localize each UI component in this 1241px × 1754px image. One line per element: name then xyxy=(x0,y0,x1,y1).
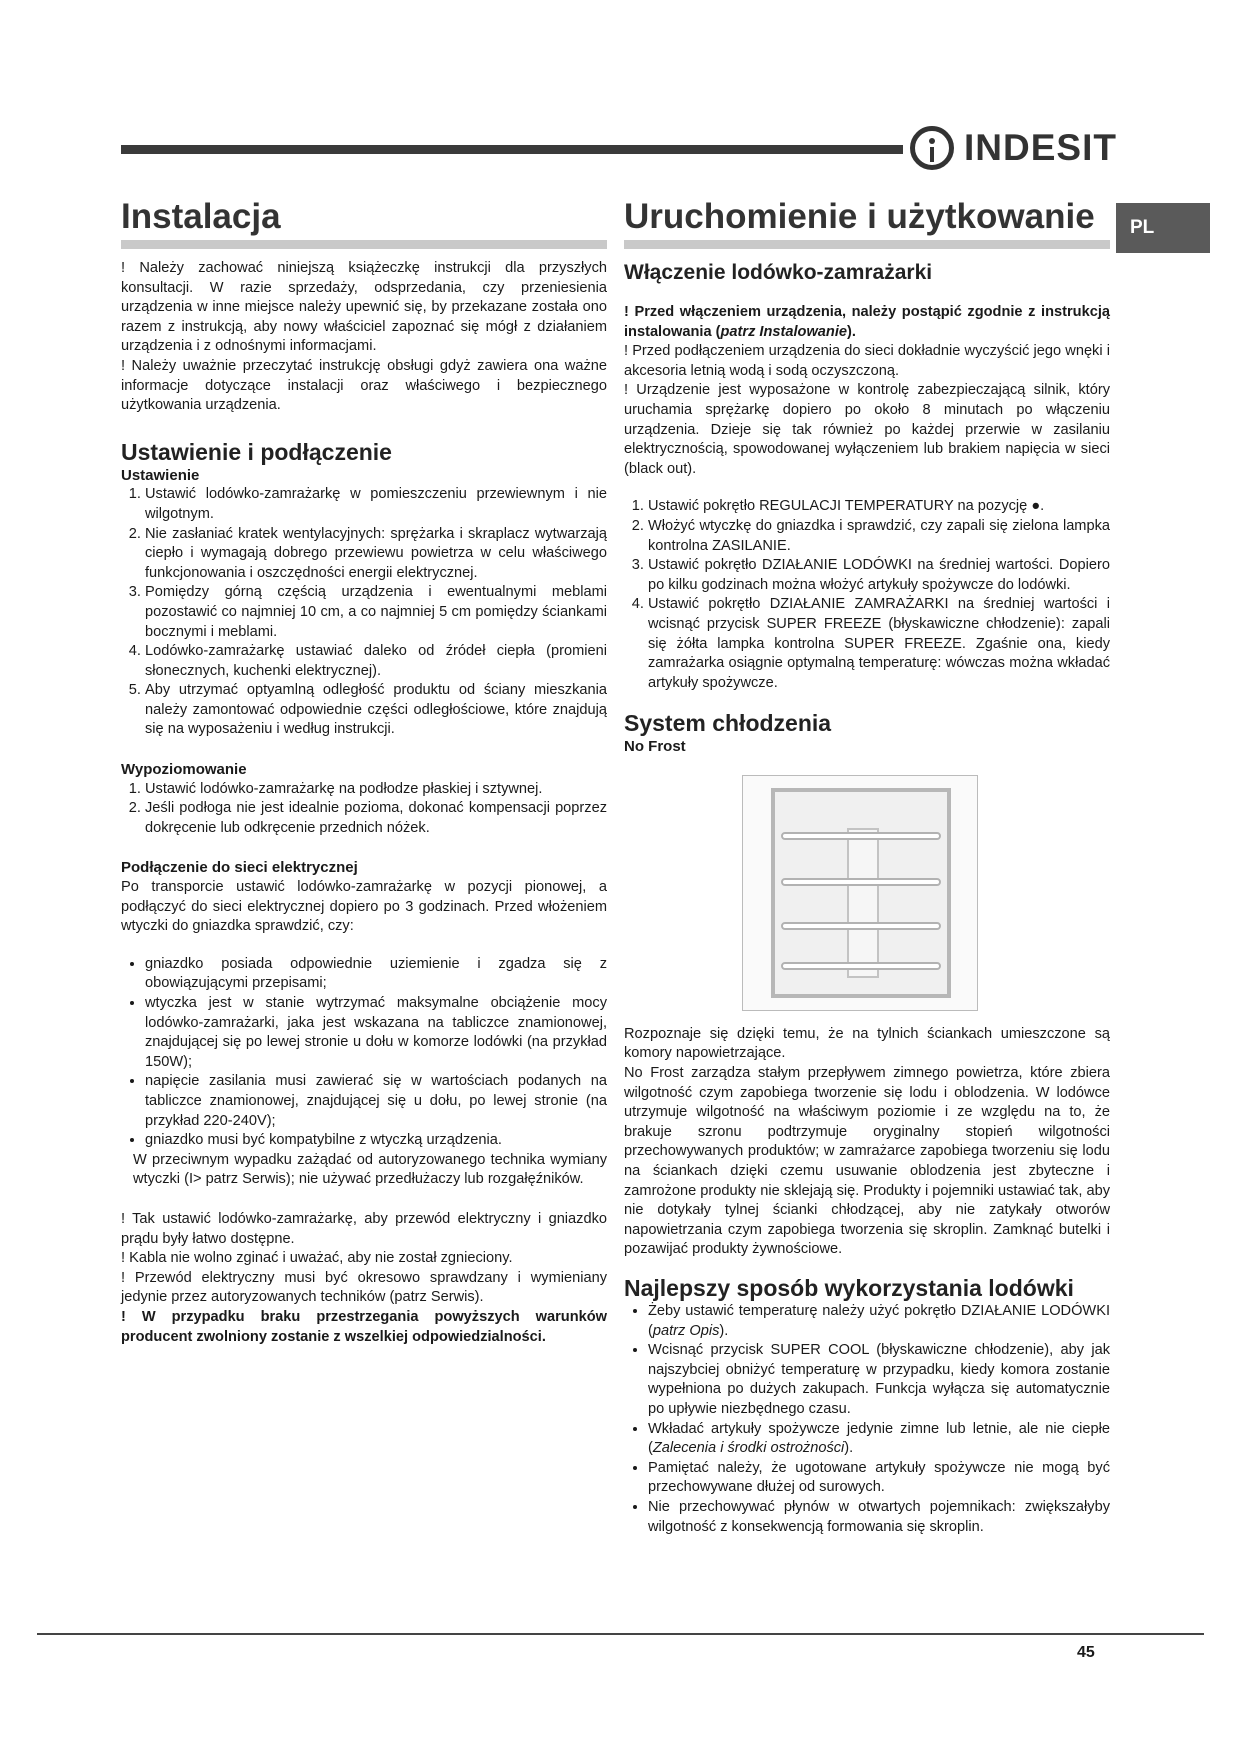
list-item: 2. Nie zasłaniać kratek wentylacyjnych: sprężarka i skraplacz wytwarzają ciepło i wymagają dobrego przewiewu powietrza w celu właściwego funkcjonowania i oszczędności energii elektrycznej. xyxy=(145,525,607,584)
clean-note: ! Przed podłączeniem urządzenia do sieci dokładnie wyczyścić jego wnęki i akcesoria letnią wodą i sodą oczyszczoną. xyxy=(624,343,1110,379)
list-item: • gniazdko posiada odpowiednie uziemienie i zgadza się z obowiązującymi przepisami; xyxy=(145,955,607,994)
best-use-text: Żeby ustawić temperaturę należy użyć pokrętło DZIAŁANIE LODÓWKI ( xyxy=(648,1303,1110,1339)
fridge-shelf xyxy=(781,878,941,886)
air-duct xyxy=(847,828,879,978)
power-heading: Podłączenie do sieci elektrycznej xyxy=(121,859,358,877)
install-warning-link: patrz Instalowanie xyxy=(720,323,848,340)
indesit-logo-icon xyxy=(910,126,954,170)
list-item: 1. Ustawić pokrętło REGULACJI TEMPERATURY na pozycję ●. xyxy=(648,497,1110,517)
best-use-list xyxy=(624,1302,1110,1537)
list-item: 5. Aby utrzymać optyamlną odległość produktu od ściany mieszkania należy zamontować odpowiednie części odległościowe, które znajdują się na wyposażeniu i według instrukcji. xyxy=(145,681,607,740)
startup-title: Uruchomienie i użytkowanie xyxy=(624,196,1110,249)
power-otherwise-note: W przeciwnym wypadku zażądać od autoryzowanego technika wymiany wtyczki (I> patrz Serwis); nie używać przedłużaczy lub rozgałęźników. xyxy=(133,1151,607,1188)
list-item: • Nie przechowywać płynów w otwartych pojemnikach: zwiększałyby wilgotność z konsekwencją formowania się skroplin. xyxy=(648,1498,1110,1537)
header-bar xyxy=(121,145,903,154)
fridge-diagram xyxy=(742,775,978,1011)
list-item xyxy=(648,1420,1110,1459)
intro-paragraph-1: ! Należy zachować niniejszą książeczkę instrukcji dla przyszłych konsultacji. W razie sprzedaży, odsprzedania, czy przeniesienia urządzenia w inne miejsce należy upewnić się, by przekazane została ono razem z instrukcją, aby nowy właściciel zapoznać się mógł z działaniem urządzenia i z odnośnymi informacjami. xyxy=(121,260,607,355)
best-use-ref: Zalecenia i środki ostrożności xyxy=(652,1440,845,1457)
leveling-heading: Wypoziomowanie xyxy=(121,761,247,779)
install-warning xyxy=(624,303,1110,342)
brand-name: INDESIT xyxy=(964,127,1117,168)
list-item: 4. Lodówko-zamrażarkę ustawiać daleko od źródeł ciepła (promieni słonecznych, kuchenki elektrycznej). xyxy=(145,642,607,681)
list-item: 3. Pomiędzy górną częścią urządzenia i ewentualnymi meblami pozostawić co najmniej 10 cm, a co najmniej 5 cm pomiędzy ściankami bocznymi i meblami. xyxy=(145,583,607,642)
list-item: 4. Ustawić pokrętło DZIAŁANIE ZAMRAŻARKI na średniej wartości i wcisnąć przycisk SUPER FREEZE (błyskawiczne chłodzenie): zapali się żółta lampka kontrolna SUPER FREEZE. Zgaśnie ona, kiedy zamrażarka osiągnie optymalną temperaturę: wówczas można wkładać artykuły spożywcze. xyxy=(648,595,1110,693)
fridge-shelf xyxy=(781,922,941,930)
cooling-paragraph-2: No Frost zarządza stałym przepływem zimnego powietrza, które zbiera wilgotność czym zapobiega tworzenie się lodu i oblodzenia. W lodówce utrzymuje wilgotność na właściwym poziomie i ze względu na to, że brakuje szronu podtrzymuje oryginalny stopień wilgotności przechowywanych produktów; w zamrażarce zapobiega tworzeniu się lodu na ściankach dzięki czemu usuwanie oblodzenia jest zbyteczne i zamrożone produkty nie sklejają się. Produkty i pojemniki ustawiać tak, aby nie dotykały tylnej ścianki chłodzącej, aby nie zatykały otworów napowietrzania czym zapobiega tworzenia się skroplin. Zamknąć butelki i pozawijać produkty żywnościowe. xyxy=(624,1065,1110,1258)
list-item xyxy=(648,1302,1110,1341)
list-item: 2. Włożyć wtyczkę do gniazdka i sprawdzić, czy zapali się zielona lampka kontrolna ZASILANIE. xyxy=(648,517,1110,556)
warning-4: ! W przypadku braku przestrzegania powyższych warunków producent zwolniony zostanie z wszelkiej odpowiedzialności. xyxy=(121,1308,607,1345)
warning-1: ! Tak ustawić lodówko-zamrażarkę, aby przewód elektryczny i gniazdko prądu były łatwo dostępne. xyxy=(121,1210,607,1247)
best-use-text: Wkładać artykuły spożywcze jedynie zimne lub letnie, ale nie ciepłe ( xyxy=(648,1420,1110,1457)
list-item: • gniazdko musi być kompatybilne z wtyczką urządzenia. xyxy=(145,1131,607,1151)
best-use-heading: Najlepszy sposób wykorzystania lodówki xyxy=(624,1275,1074,1301)
nofrost-label: No Frost xyxy=(624,738,686,756)
power-checklist xyxy=(121,955,607,1151)
list-item: • wtyczka jest w stanie wytrzymać maksymalne obciążenie mocy lodówko-zamrażarki, jaka jest wskazana na tabliczce znamionowej, znajdującej się po lewej stronie u dołu w komorze lodówki (na przykład 150W); xyxy=(145,994,607,1072)
startup-steps xyxy=(624,497,1110,693)
fridge-shelf xyxy=(781,962,941,970)
best-use-end: ). xyxy=(844,1440,854,1457)
switch-on-heading: Włączenie lodówko-zamrażarki xyxy=(624,261,933,284)
install-warning-end: ). xyxy=(847,323,856,340)
language-tab: PL xyxy=(1116,203,1210,253)
fridge-shelf xyxy=(781,832,941,840)
list-item: 2. Jeśli podłoga nie jest idealnie pozioma, dokonać kompensacji poprzez dokręcenie lub odkręcenie przednich nóżek. xyxy=(145,799,607,838)
list-item: 3. Ustawić pokrętło DZIAŁANIE LODÓWKI na średniej wartości. Dopiero po kilku godzinach można włożyć artykuły spożywcze do lodówki. xyxy=(648,556,1110,595)
install-warning-text: ! Przed włączeniem urządzenia, należy postąpić zgodnie z instrukcją instalowania ( xyxy=(624,304,1110,340)
list-item: • napięcie zasilania musi zawierać się w wartościach podanych na tabliczce znamionowej, znajdującej się u dołu, po lewej stronie (na przykład 220-240V); xyxy=(145,1072,607,1131)
list-item: 1. Ustawić lodówko-zamrażarkę w pomieszczeniu przewiewnym i nie wilgotnym. xyxy=(145,485,607,524)
leveling-list xyxy=(121,780,607,839)
list-item: • Pamiętać należy, że ugotowane artykuły spożywcze nie mogą być przechowywane dłużej od surowych. xyxy=(648,1459,1110,1498)
motor-protection-note: ! Urządzenie jest wyposażone w kontrolę zabezpieczającą silnik, który uruchamia sprężarkę dopiero po około 8 minutach po włączeniu urządzenia. Dzieje się tak również po każdej przerwie w zasilaniu elektrycznością, spowodowanej wyłączeniem lub brakiem napięcia w sieci (black out). xyxy=(624,382,1110,477)
installation-title: Instalacja xyxy=(121,196,607,249)
right-column xyxy=(624,196,1110,1537)
warning-3: ! Przewód elektryczny musi być okresowo sprawdzany i wymieniany jedynie przez autoryzowanych techników (patrz Serwis). xyxy=(121,1269,607,1306)
cooling-heading: System chłodzenia xyxy=(624,710,832,737)
best-use-ref: patrz Opis xyxy=(652,1322,720,1339)
best-use-end: ). xyxy=(719,1322,729,1339)
placement-list xyxy=(121,485,607,740)
setup-heading: Ustawienie i podłączenie xyxy=(121,438,392,465)
list-item: 1. Ustawić lodówko-zamrażarkę na podłodze płaskiej i sztywnej. xyxy=(145,780,607,800)
placement-heading: Ustawienie xyxy=(121,466,200,484)
intro-paragraph-2: ! Należy uważnie przeczytać instrukcję obsługi gdyż zawiera ona ważne informacje dotyczące instalacji oraz właściwego i bezpiecznego użytkowania urządzenia. xyxy=(121,357,607,414)
brand-logo xyxy=(910,118,1117,178)
footer-line xyxy=(37,1633,1204,1635)
warning-2: ! Kabla nie wolno zginać i uważać, aby nie został zgnieciony. xyxy=(121,1250,513,1267)
power-paragraph: Po transporcie ustawić lodówko-zamrażarkę w pozycji pionowej, a podłączyć do sieci elektrycznej dopiero po 3 godzinach. Przed włożeniem wtyczki do gniazdka sprawdzić, czy: xyxy=(121,879,607,935)
page-number: 45 xyxy=(1077,1644,1095,1661)
fridge-interior xyxy=(771,788,951,998)
cooling-paragraph-1: Rozpoznaje się dzięki temu, że na tylnich ściankach umieszczone są komory napowietrzające. xyxy=(624,1025,1110,1062)
list-item: • Wcisnąć przycisk SUPER COOL (błyskawiczne chłodzenie), aby jak najszybciej obniżyć temperaturę w przypadku, kiedy komora zostanie wypełniona po dużych zakupach. Funkcja wyłącza się automatycznie po upływie niezbędnego czasu. xyxy=(648,1341,1110,1419)
left-column xyxy=(121,196,607,1347)
